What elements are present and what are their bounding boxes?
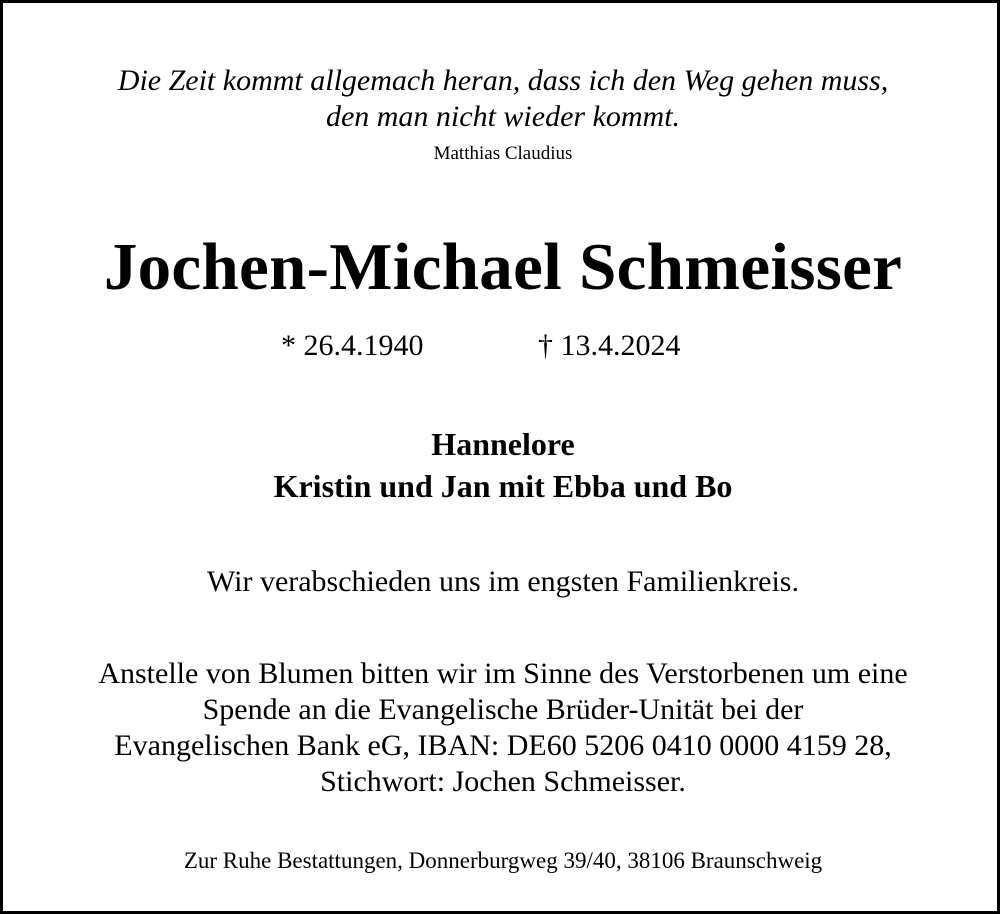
funeral-home: Zur Ruhe Bestattungen, Donnerburgweg 39/40, 38106 Braunschweig: [183, 848, 823, 873]
donation-line-2: Spende an die Evangelische Brüder-Unität bei der: [202, 693, 804, 726]
farewell-note: Wir verabschieden uns im engsten Familienkreis.: [207, 565, 799, 598]
donation-line-3: Evangelischen Bank eG, IBAN: DE60 5206 0410 0000 4159 28,: [114, 729, 892, 762]
quote-line-1: Die Zeit kommt allgemach heran, dass ich den Weg gehen muss,: [117, 64, 889, 97]
quote-author: Matthias Claudius: [433, 143, 573, 164]
donation-line-1: Anstelle von Blumen bitten wir im Sinne des Verstorbenen um eine: [98, 657, 908, 690]
mourner-family: Kristin und Jan mit Ebba und Bo: [273, 468, 733, 504]
deceased-name: Jochen-Michael Schmeisser: [103, 230, 903, 304]
quote-line-2: den man nicht wieder kommt.: [325, 100, 681, 133]
birth-date: * 26.4.1940: [281, 329, 424, 362]
donation-line-4: Stichwort: Jochen Schmeisser.: [320, 765, 686, 798]
death-date: † 13.4.2024: [538, 329, 681, 362]
mourner-spouse: Hannelore: [431, 426, 575, 462]
